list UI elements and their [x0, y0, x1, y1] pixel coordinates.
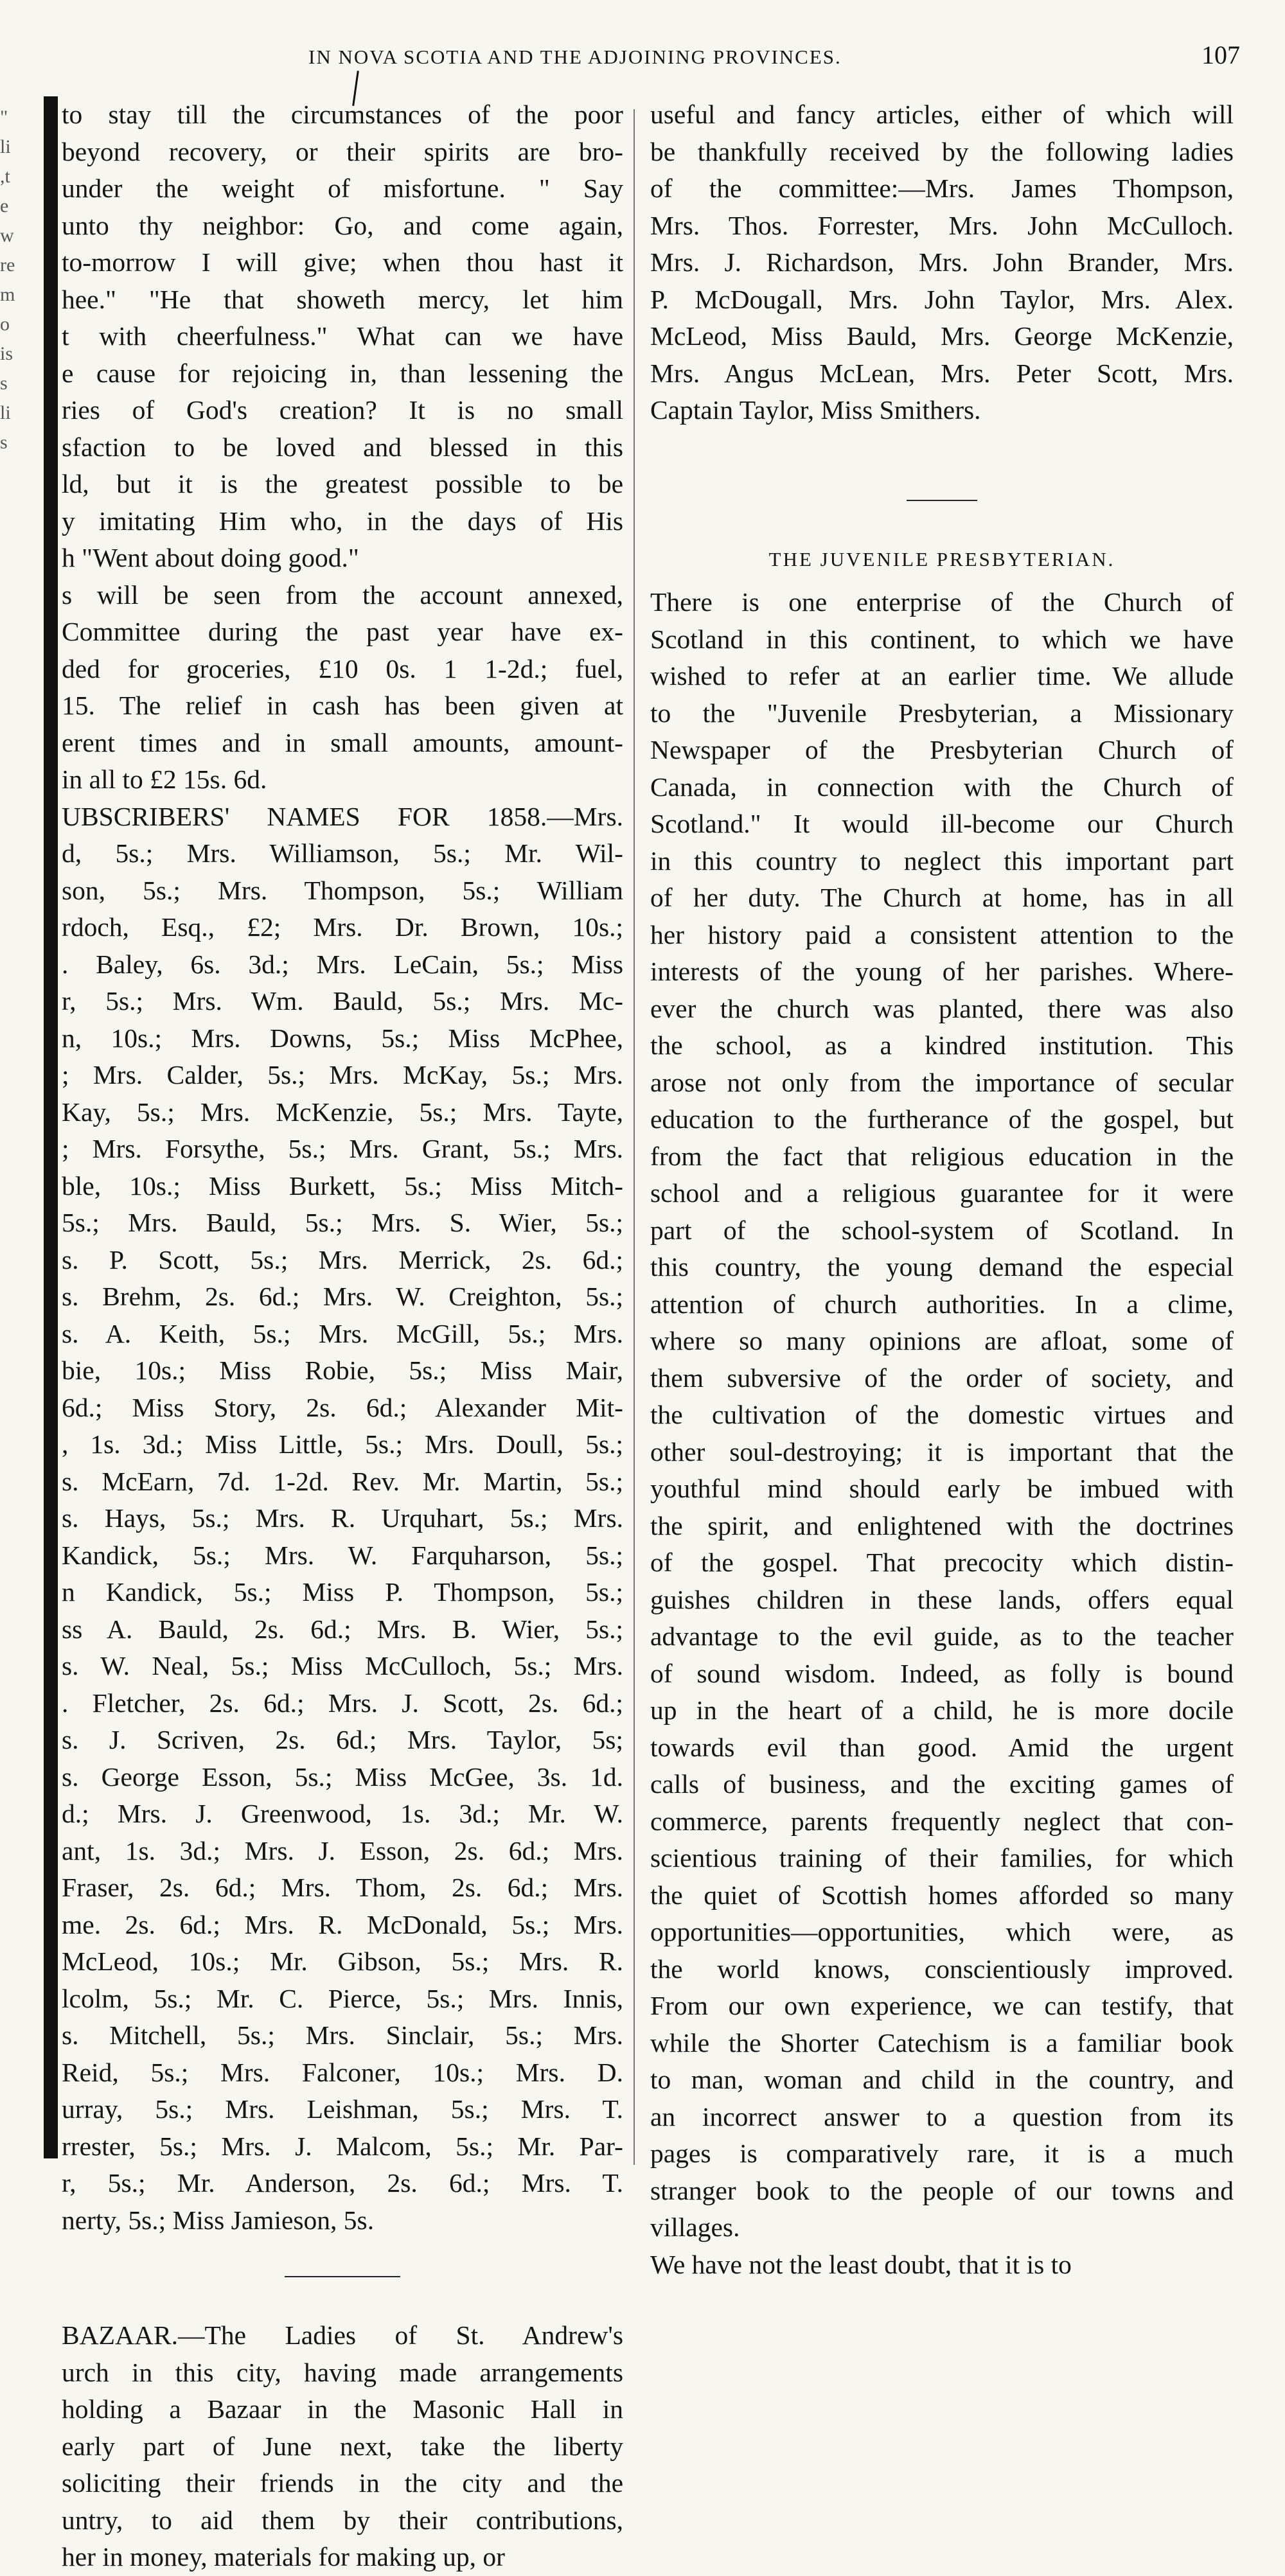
text-line: interests of the young of her parishes. Where- — [650, 957, 1234, 986]
text-line: BAZAAR.—The Ladies of St. Andrew's — [62, 2320, 623, 2350]
text-line: UBSCRIBERS' NAMES FOR 1858.—Mrs. — [62, 801, 623, 831]
text-line: ever the church was planted, there was also — [650, 993, 1234, 1023]
text-line: to stay till the circumstances of the poor — [62, 100, 623, 129]
text-line: Fraser, 2s. 6d.; Mrs. Thom, 2s. 6d.; Mrs. — [62, 1873, 623, 1902]
text-line: attention of church authorities. In a clime, — [650, 1289, 1234, 1319]
margin-fragment: ,t — [0, 166, 10, 187]
text-line: Mrs. Thos. Forrester, Mrs. John McCulloch. — [650, 210, 1234, 240]
binding-shadow — [44, 96, 58, 2158]
text-line: commerce, parents frequently neglect that con- — [650, 1806, 1234, 1836]
text-line: t with cheerfulness." What can we have — [62, 321, 623, 351]
text-line: urch in this city, having made arrangements — [62, 2357, 623, 2387]
text-line: erent times and in small amounts, amount- — [62, 727, 623, 757]
text-line: r, 5s.; Mr. Anderson, 2s. 6d.; Mrs. T. — [62, 2168, 623, 2198]
text-line: ; Mrs. Calder, 5s.; Mrs. McKay, 5s.; Mrs. — [62, 1060, 623, 1090]
text-line: part of the school-system of Scotland. In — [650, 1215, 1234, 1245]
text-line: her history paid a consistent attention to the — [650, 919, 1234, 949]
page-header — [308, 40, 1240, 78]
text-line: villages. — [650, 2212, 740, 2242]
text-line: to-morrow I will give; when thou hast it — [62, 247, 623, 277]
text-line: youthful mind should early be imbued with — [650, 1474, 1234, 1503]
text-line: h "Went about doing good." — [62, 543, 359, 572]
text-line: Reid, 5s.; Mrs. Falconer, 10s.; Mrs. D. — [62, 2057, 623, 2087]
text-line: McLeod, 10s.; Mr. Gibson, 5s.; Mrs. R. — [62, 1946, 623, 1976]
text-line: advantage to the evil guide, as to the teacher — [650, 1621, 1234, 1651]
margin-fragment: s — [0, 373, 8, 394]
text-line: ss A. Bauld, 2s. 6d.; Mrs. B. Wier, 5s.; — [62, 1614, 623, 1644]
margin-fragment: re — [0, 254, 15, 276]
margin-fragment: " — [0, 107, 8, 128]
text-line: an incorrect answer to a question from its — [650, 2101, 1234, 2131]
text-line: guishes children in these lands, offers equal — [650, 1584, 1234, 1614]
margin-fragment: o — [0, 313, 10, 335]
text-line: unto thy neighbor: Go, and come again, — [62, 210, 623, 240]
text-line: of sound wisdom. Indeed, as folly is bound — [650, 1658, 1234, 1688]
margin-fragment: e — [0, 195, 9, 216]
text-line: sfaction to be loved and blessed in this — [62, 432, 623, 462]
column-rule — [634, 109, 635, 2165]
text-line: ant, 1s. 3d.; Mrs. J. Esson, 2s. 6d.; Mrs. — [62, 1835, 623, 1866]
text-line: nerty, 5s.; Miss Jamieson, 5s. — [62, 2205, 375, 2235]
text-line: d, 5s.; Mrs. Williamson, 5s.; Mr. Wil- — [62, 838, 623, 868]
text-line: P. McDougall, Mrs. John Taylor, Mrs. Alex. — [650, 284, 1234, 314]
text-line: hee." "He that showeth mercy, let him — [62, 284, 623, 314]
text-line: Mrs. Angus McLean, Mrs. Peter Scott, Mrs. — [650, 358, 1234, 388]
text-line: There is one enterprise of the Church of — [650, 587, 1234, 617]
text-line: towards evil than good. Amid the urgent — [650, 1732, 1234, 1762]
text-line: s. P. Scott, 5s.; Mrs. Merrick, 2s. 6d.; — [62, 1244, 623, 1275]
text-line: the world knows, conscientiously improved. — [650, 1954, 1234, 1984]
text-line: 15. The relief in cash has been given at — [62, 691, 623, 720]
text-line: Mrs. J. Richardson, Mrs. John Brander, Mrs. — [650, 247, 1234, 277]
margin-fragment: li — [0, 136, 11, 157]
text-line: lcolm, 5s.; Mr. C. Pierce, 5s.; Mrs. Innis, — [62, 1983, 623, 2013]
poor-relief-paragraphs — [62, 96, 623, 798]
text-line: soliciting their friends in the city and the — [62, 2468, 623, 2498]
text-line: school and a religious guarantee for it were — [650, 1178, 1234, 1208]
running-head: IN NOVA SCOTIA AND THE ADJOINING PROVINCES. — [308, 46, 842, 68]
text-line: untry, to aid them by their contributions, — [62, 2505, 623, 2535]
text-line: n Kandick, 5s.; Miss P. Thompson, 5s.; — [62, 1577, 623, 1607]
margin-fragment: is — [0, 343, 13, 364]
text-line: them subversive of the order of society, and — [650, 1363, 1234, 1393]
text-line: education to the furtherance of the gospel, but — [650, 1104, 1234, 1134]
text-line: s. Hays, 5s.; Mrs. R. Urquhart, 5s.; Mrs. — [62, 1503, 623, 1533]
bazaar-committee-list — [650, 96, 1234, 429]
text-line: , 1s. 3d.; Miss Little, 5s.; Mrs. Doull, 5s.; — [62, 1429, 623, 1459]
text-line: 5s.; Mrs. Bauld, 5s.; Mrs. S. Wier, 5s.; — [62, 1208, 623, 1237]
text-line: y imitating Him who, in the days of His — [62, 506, 623, 536]
text-line: . Fletcher, 2s. 6d.; Mrs. J. Scott, 2s. 6d.; — [62, 1688, 623, 1718]
section-title: THE JUVENILE PRESBYTERIAN. — [768, 547, 1115, 570]
text-line: her in money, materials for making up, or — [62, 2542, 505, 2572]
text-line: in all to £2 15s. 6d. — [62, 764, 267, 794]
text-line: ; Mrs. Forsythe, 5s.; Mrs. Grant, 5s.; Mrs. — [62, 1134, 623, 1163]
text-line: s. McEarn, 7d. 1-2d. Rev. Mr. Martin, 5s.; — [62, 1466, 623, 1496]
bazaar-notice — [62, 2317, 623, 2576]
text-line: this country, the young demand the especial — [650, 1252, 1234, 1282]
margin-fragment: s — [0, 432, 8, 453]
text-line: Scotland in this continent, to which we have — [650, 624, 1234, 654]
juvenile-presbyterian-article — [650, 584, 1234, 2283]
text-line: calls of business, and the exciting games of — [650, 1769, 1234, 1799]
text-line: urray, 5s.; Mrs. Leishman, 5s.; Mrs. T. — [62, 2094, 623, 2124]
text-line: rrester, 5s.; Mrs. J. Malcom, 5s.; Mr. Par- — [62, 2131, 623, 2161]
right-column — [650, 96, 1234, 2283]
text-line: early part of June next, take the liberty — [62, 2431, 623, 2461]
text-line: arose not only from the importance of secular — [650, 1067, 1234, 1097]
text-line: opportunities—opportunities, which were, as — [650, 1917, 1234, 1946]
text-line: son, 5s.; Mrs. Thompson, 5s.; William — [62, 875, 623, 905]
text-line: ble, 10s.; Miss Burkett, 5s.; Miss Mitch- — [62, 1170, 623, 1201]
text-line: McLeod, Miss Bauld, Mrs. George McKenzie, — [650, 321, 1234, 351]
text-line: d.; Mrs. J. Greenwood, 1s. 3d.; Mr. W. — [62, 1799, 623, 1828]
text-line: of the committee:—Mrs. James Thompson, — [650, 173, 1234, 203]
section-divider — [907, 500, 977, 501]
text-line: holding a Bazaar in the Masonic Hall in — [62, 2394, 623, 2424]
text-line: where so many opinions are afloat, some of — [650, 1326, 1234, 1355]
text-line: . Baley, 6s. 3d.; Mrs. LeCain, 5s.; Miss — [62, 949, 623, 979]
text-line: scientious training of their families, for which — [650, 1843, 1234, 1873]
subscribers-list — [62, 798, 623, 2239]
text-line: Kandick, 5s.; Mrs. W. Farquharson, 5s.; — [62, 1540, 623, 1570]
text-line: Kay, 5s.; Mrs. McKenzie, 5s.; Mrs. Tayte, — [62, 1097, 623, 1127]
page-number: 107 — [1201, 40, 1240, 69]
text-line: s will be seen from the account annexed, — [62, 579, 623, 610]
text-line: rdoch, Esq., £2; Mrs. Dr. Brown, 10s.; — [62, 912, 623, 942]
text-line: other soul-destroying; it is important that the — [650, 1436, 1234, 1467]
text-line: bie, 10s.; Miss Robie, 5s.; Miss Mair, — [62, 1355, 623, 1385]
text-line: beyond recovery, or their spirits are bro- — [62, 136, 623, 166]
text-line: to man, woman and child in the country, and — [650, 2065, 1234, 2094]
text-line: 6d.; Miss Story, 2s. 6d.; Alexander Mit- — [62, 1392, 623, 1422]
text-line: s. W. Neal, 5s.; Miss McCulloch, 5s.; Mrs. — [62, 1651, 623, 1681]
section-divider — [285, 2276, 400, 2277]
margin-fragment: li — [0, 402, 11, 423]
text-line: under the weight of misfortune. " Say — [62, 173, 623, 203]
margin-fragment: w — [0, 225, 14, 246]
text-line: s. Mitchell, 5s.; Mrs. Sinclair, 5s.; Mrs. — [62, 2020, 623, 2050]
text-line: the cultivation of the domestic virtues and — [650, 1400, 1234, 1429]
binding-margin-fragments — [0, 103, 41, 552]
text-line: s. J. Scriven, 2s. 6d.; Mrs. Taylor, 5s; — [62, 1725, 623, 1754]
text-line: ld, but it is the greatest possible to be — [62, 469, 623, 498]
text-line: useful and fancy articles, either of which will — [650, 100, 1234, 129]
text-line: Newspaper of the Presbyterian Church of — [650, 735, 1234, 764]
text-line: ries of God's creation? It is no small — [62, 395, 623, 425]
text-line: r, 5s.; Mrs. Wm. Bauld, 5s.; Mrs. Mc- — [62, 986, 623, 1016]
text-line: in this country to neglect this important part — [650, 845, 1234, 876]
text-line: n, 10s.; Mrs. Downs, 5s.; Miss McPhee, — [62, 1023, 623, 1053]
text-line: me. 2s. 6d.; Mrs. R. McDonald, 5s.; Mrs. — [62, 1909, 623, 1939]
text-line: We have not the least doubt, that it is to — [650, 2249, 1072, 2279]
left-column — [62, 96, 623, 2576]
text-line: the spirit, and enlightened with the doctrines — [650, 1510, 1234, 1540]
text-line: wished to refer at an earlier time. We allude — [650, 661, 1234, 691]
text-line: From our own experience, we can testify, that — [650, 1991, 1234, 2020]
text-line: s. A. Keith, 5s.; Mrs. McGill, 5s.; Mrs. — [62, 1318, 623, 1348]
text-line: s. Brehm, 2s. 6d.; Mrs. W. Creighton, 5s.; — [62, 1282, 623, 1311]
text-line: the quiet of Scottish homes afforded so many — [650, 1880, 1234, 1910]
text-line: s. George Esson, 5s.; Miss McGee, 3s. 1d. — [62, 1761, 623, 1792]
text-line: Scotland." It would ill-become our Church — [650, 809, 1234, 838]
text-line: pages is comparatively rare, it is a much — [650, 2139, 1234, 2168]
text-line: Canada, in connection with the Church of — [650, 772, 1234, 802]
text-line: to the "Juvenile Presbyterian, a Missionary — [650, 698, 1234, 728]
margin-fragment: m — [0, 284, 15, 305]
text-line: stranger book to the people of our towns and — [650, 2175, 1234, 2205]
text-line: the school, as a kindred institution. This — [650, 1030, 1234, 1060]
text-line: be thankfully received by the following ladies — [650, 136, 1234, 166]
text-line: ded for groceries, £10 0s. 1 1-2d.; fuel, — [62, 653, 623, 684]
text-line: of her duty. The Church at home, has in all — [650, 883, 1234, 912]
text-line: e cause for rejoicing in, than lessening the — [62, 358, 623, 388]
text-line: Captain Taylor, Miss Smithers. — [650, 395, 981, 425]
text-line: up in the heart of a child, he is more docile — [650, 1695, 1234, 1725]
text-line: while the Shorter Catechism is a familiar book — [650, 2027, 1234, 2058]
text-line: from the fact that religious education in the — [650, 1141, 1234, 1171]
text-line: of the gospel. That precocity which distin- — [650, 1548, 1234, 1577]
text-line: Committee during the past year have ex- — [62, 617, 623, 646]
